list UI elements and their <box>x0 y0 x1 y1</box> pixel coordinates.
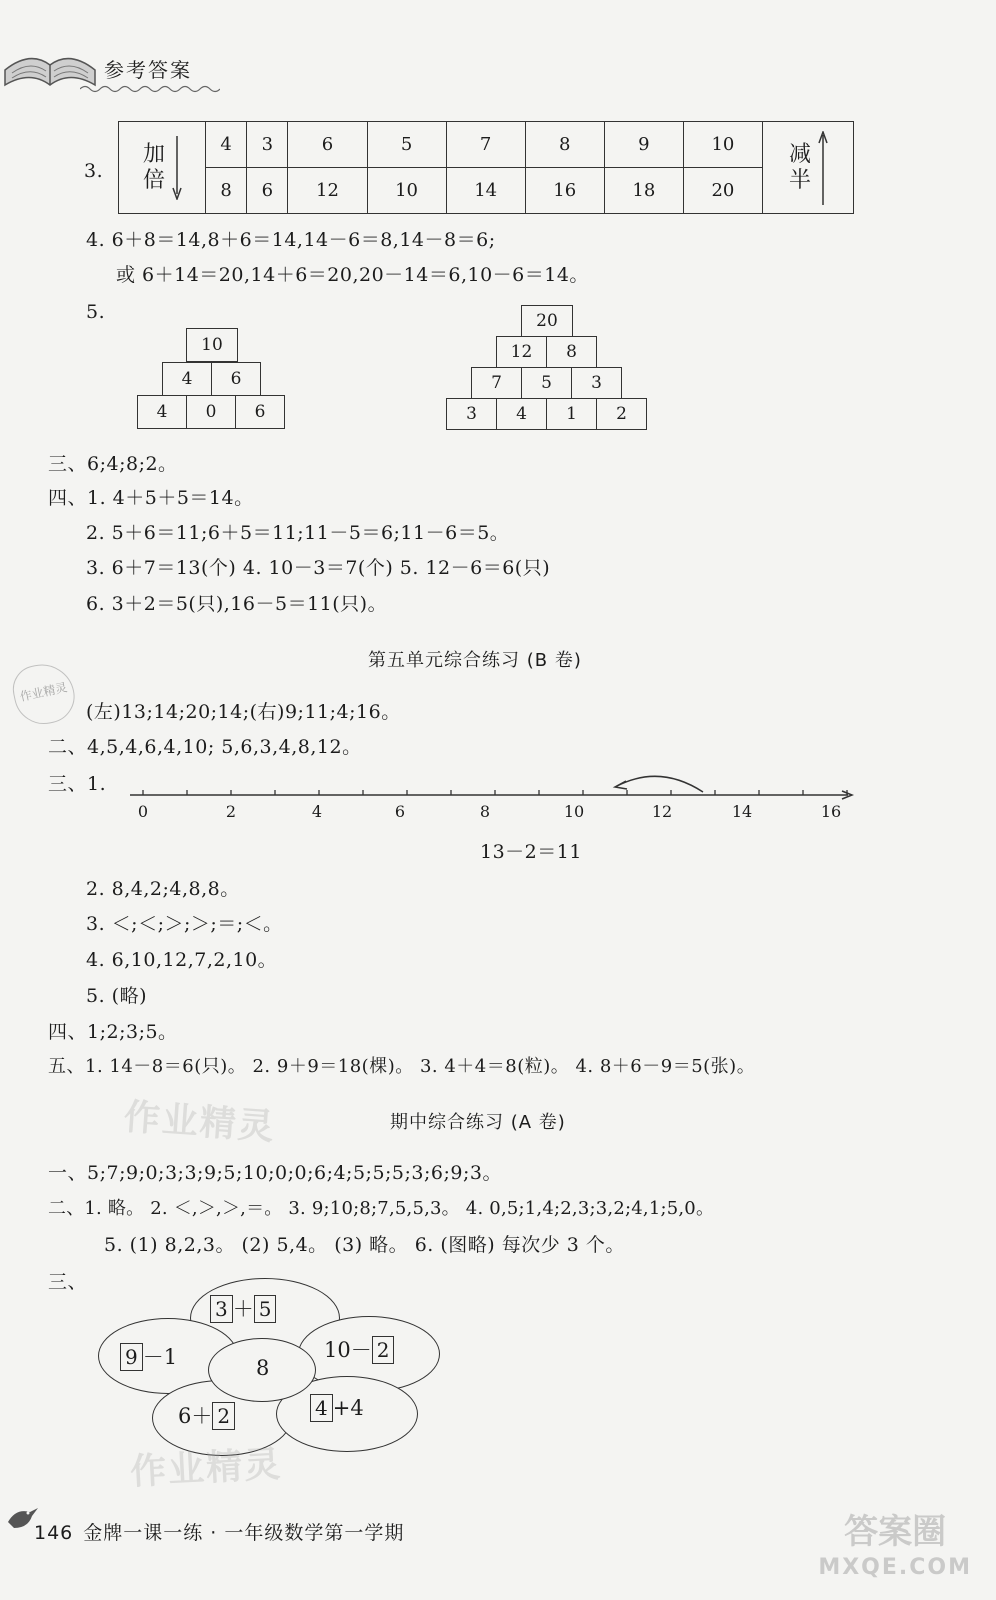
unit5b-line-4: 2. 8,4,2;4,8,8。 <box>86 878 240 900</box>
midterm-title: 期中综合练习 (A 卷) <box>390 1112 566 1133</box>
petal-bottom-left-expression <box>178 1400 235 1430</box>
bottom-cell: 8 <box>206 168 247 214</box>
q5-number: 5. <box>86 301 106 323</box>
stamp-text: 作业精灵 <box>18 680 69 704</box>
pyramid-box: 20 <box>521 305 573 337</box>
number-line-label: 10 <box>563 802 585 821</box>
number-line-label: 0 <box>137 802 149 821</box>
half-label-cell <box>763 122 854 214</box>
number-line-label: 8 <box>479 802 491 821</box>
unit5b-line-2: 二、4,5,4,6,4,10; 5,6,3,4,8,12。 <box>48 736 362 758</box>
petal-bottom-right-expression <box>310 1394 364 1422</box>
pyramid-box: 3 <box>446 398 497 430</box>
answer-box: 2 <box>372 1336 395 1364</box>
petal-right-expression <box>324 1334 394 1364</box>
double-label: 加倍 <box>142 141 165 193</box>
corner-logo <box>818 1514 972 1586</box>
expression-prefix: 6＋ <box>178 1404 213 1428</box>
number-line-label: 6 <box>394 802 406 821</box>
top-cell: 5 <box>367 122 446 168</box>
top-cell: 3 <box>247 122 288 168</box>
petal-top-expression <box>210 1293 276 1323</box>
answer-box: 5 <box>254 1295 277 1323</box>
bottom-cell: 6 <box>247 168 288 214</box>
number-line-label: 14 <box>731 802 753 821</box>
pyramid-box: 4 <box>137 395 187 429</box>
bottom-cell: 10 <box>367 168 446 214</box>
number-line-label: 4 <box>311 802 323 821</box>
section-4-line-4: 6. 3＋2＝5(只),16－5＝11(只)。 <box>86 593 388 615</box>
footer <box>34 1518 404 1545</box>
unit5b-line-9: 五、1. 14－8＝6(只)。 2. 9＋9＝18(棵)。 3. 4＋4＝8(粒)。 4. 8＋6－9＝5(张)。 <box>48 1056 756 1077</box>
petal-left-expression <box>120 1341 177 1371</box>
bottom-cell: 20 <box>683 168 762 214</box>
top-cell: 9 <box>604 122 683 168</box>
pyramid-box: 3 <box>571 367 622 399</box>
arrow-down-icon <box>172 136 182 200</box>
double-half-table <box>118 121 854 214</box>
section-4-line-2: 2. 5＋6＝11;6＋5＝11;11－5＝6;11－6＝5。 <box>86 522 510 544</box>
pyramid-box: 1 <box>546 398 597 430</box>
half-label: 减半 <box>788 141 811 193</box>
page-number: 146 <box>34 1522 74 1544</box>
q4-line-1: 4. 6＋8＝14,8＋6＝14,14－6＝8,14－8＝6; <box>86 229 496 251</box>
bottom-cell: 14 <box>446 168 525 214</box>
corner-logo-line-1: 答案圈 <box>844 1512 947 1552</box>
pyramid-box: 4 <box>162 362 212 396</box>
number-line-label: 2 <box>225 802 237 821</box>
top-cell: 4 <box>206 122 247 168</box>
number-line-label: 16 <box>820 802 842 821</box>
jump-arc <box>617 776 703 792</box>
answer-box: 3 <box>210 1295 233 1323</box>
q4-line-2: 或 6＋14＝20,14＋6＝20,20－14＝6,10－6＝14。 <box>116 264 589 286</box>
watermark-text: 作业精灵 <box>129 1443 284 1493</box>
unit5b-line-5: 3. ＜;＜;＞;＞;＝;＜。 <box>86 913 283 935</box>
expression-rest: +4 <box>332 1396 364 1420</box>
unit5b-line-1: (左)13;14;20;14;(右)9;11;4;16。 <box>86 701 401 723</box>
top-cell: 10 <box>683 122 762 168</box>
stamp-logo <box>8 658 79 729</box>
answer-box: 2 <box>212 1402 235 1430</box>
pyramid-box: 7 <box>471 367 522 399</box>
pyramid-box: 10 <box>186 328 238 362</box>
pyramid-box: 5 <box>521 367 572 399</box>
double-label-cell <box>119 122 206 214</box>
pyramid-box: 6 <box>211 362 261 396</box>
pyramid-box: 2 <box>596 398 647 430</box>
answer-box: 9 <box>120 1343 143 1371</box>
q3-number: 3. <box>84 160 104 182</box>
bottom-cell: 12 <box>288 168 367 214</box>
arrow-up-icon <box>818 131 828 205</box>
unit5b-line-3: 三、1. <box>48 773 107 795</box>
header-wave-divider <box>80 84 220 94</box>
section-3-answer: 三、6;4;8;2。 <box>48 453 178 475</box>
expression-rest: －1 <box>142 1345 178 1369</box>
unit5b-title: 第五单元综合练习 (B 卷) <box>368 650 582 671</box>
section-4-line-3: 3. 6＋7＝13(个) 4. 10－3＝7(个) 5. 12－6＝6(只) <box>86 557 551 579</box>
plus-sign: ＋ <box>232 1297 254 1321</box>
number-line-equation: 13－2＝11 <box>480 841 582 863</box>
top-cell: 6 <box>288 122 367 168</box>
section-4-line-1: 四、1. 4＋5＋5＝14。 <box>48 487 254 509</box>
pyramid-box: 4 <box>496 398 547 430</box>
midterm-line-2: 二、1. 略。 2. ＜,＞,＞,＝。 3. 9;10;8;7,5,5,3。 4. 0,5;1,4;2,3;3,2;4,1;5,0。 <box>48 1198 715 1219</box>
pyramid-box: 12 <box>496 336 547 368</box>
expression-prefix: 10－ <box>324 1338 372 1362</box>
arrowhead-icon <box>615 781 627 789</box>
number-line-label: 12 <box>651 802 673 821</box>
top-cell: 7 <box>446 122 525 168</box>
top-cell: 8 <box>525 122 604 168</box>
unit5b-line-7: 5. (略) <box>86 985 147 1007</box>
petal-center-value: 8 <box>256 1356 270 1380</box>
midterm-line-4: 三、 <box>48 1271 88 1293</box>
pyramid-box: 0 <box>186 395 236 429</box>
watermark-text: 作业精灵 <box>122 1095 278 1149</box>
midterm-line-3: 5. (1) 8,2,3。 (2) 5,4。 (3) 略。 6. (图略) 每次少 3 个。 <box>104 1234 625 1256</box>
bottom-cell: 16 <box>525 168 604 214</box>
book-title: 金牌一课一练 · 一年级数学第一学期 <box>83 1522 405 1544</box>
answer-box: 4 <box>310 1394 333 1422</box>
corner-logo-line-2: MXQE.COM <box>818 1555 972 1580</box>
midterm-line-1: 一、5;7;9;0;3;3;9;5;10;0;0;6;4;5;5;5;3;6;9;3。 <box>48 1162 502 1184</box>
pyramid-box: 8 <box>546 336 597 368</box>
pyramid-box: 6 <box>235 395 285 429</box>
bottom-cell: 18 <box>604 168 683 214</box>
header-title: 参考答案 <box>104 58 192 82</box>
unit5b-line-6: 4. 6,10,12,7,2,10。 <box>86 949 278 971</box>
unit5b-line-8: 四、1;2;3;5。 <box>48 1021 178 1043</box>
